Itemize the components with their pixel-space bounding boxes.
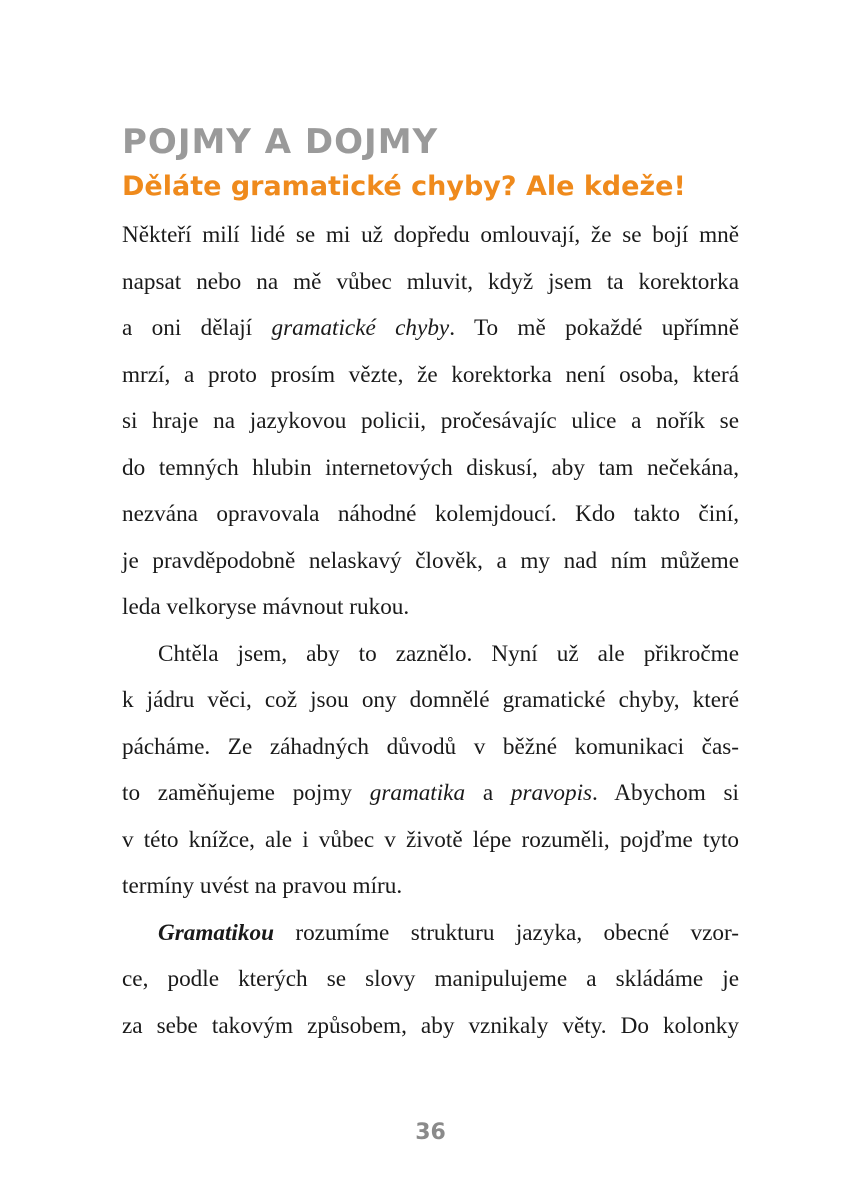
text-line: termíny uvést na pravou míru. bbox=[122, 873, 403, 899]
text-line: si hraje na jazykovou policii, pročesávajíc ulice a nořík se bbox=[122, 408, 739, 434]
text-line: Chtěla jsem, aby to zaznělo. Nyní už ale přikročme bbox=[158, 640, 739, 667]
text-line: leda velkoryse mávnout rukou. bbox=[122, 594, 410, 620]
text-line: pácháme. Ze záhadných důvodů v běžné komunikaci čas- bbox=[122, 733, 739, 760]
emphasis-gramatika: gramatika bbox=[369, 780, 466, 806]
chapter-title: POJMY A DOJMY bbox=[122, 122, 439, 162]
text-segment: a oni dělají bbox=[122, 315, 272, 341]
emphasis-pravopis: pravopis bbox=[510, 780, 593, 806]
text-line bbox=[122, 910, 739, 957]
text-segment: . Abychom si bbox=[592, 780, 739, 806]
text-line: Někteří milí lidé se mi už dopředu omlouvají, že se bojí mně bbox=[122, 222, 739, 248]
text-segment: rozumíme strukturu jazyka, obecné vzor- bbox=[273, 919, 739, 946]
text-line: mrzí, a proto prosím vězte, že korektorka není osoba, která bbox=[122, 361, 739, 388]
text-line: k jádru věci, což jsou ony domnělé gramatické chyby, které bbox=[122, 687, 739, 713]
text-line: napsat nebo na mě vůbec mluvit, když jsem ta korektorka bbox=[122, 268, 739, 295]
emphasis-gramaticke-chyby: gramatické chyby bbox=[271, 315, 450, 341]
page-number: 36 bbox=[415, 1120, 446, 1145]
text-line: ce, podle kterých se slovy manipulujeme a skládáme je bbox=[122, 966, 739, 992]
text-line: nezvána opravovala náhodné kolemjdoucí. Kdo takto činí, bbox=[122, 501, 739, 527]
term-gramatikou: Gramatikou bbox=[158, 919, 274, 946]
body-text bbox=[122, 212, 739, 1049]
text-segment: . To mě pokaždé upřímně bbox=[449, 315, 739, 341]
text-line: je pravděpodobně nelaskavý člověk, a my nad ním můžeme bbox=[122, 547, 739, 574]
text-segment: to zaměňujeme pojmy bbox=[122, 780, 370, 806]
text-line: do temných hlubin internetových diskusí, aby tam nečekána, bbox=[122, 454, 739, 481]
text-line bbox=[122, 305, 739, 352]
section-subtitle: Děláte gramatické chyby? Ale kdeže! bbox=[122, 171, 686, 202]
text-line: za sebe takovým způsobem, aby vznikaly věty. Do kolonky bbox=[122, 1012, 739, 1039]
text-line bbox=[122, 770, 739, 817]
text-segment: a bbox=[465, 780, 511, 806]
text-line: v této knížce, ale i vůbec v životě lépe rozuměli, pojďme tyto bbox=[122, 826, 739, 853]
